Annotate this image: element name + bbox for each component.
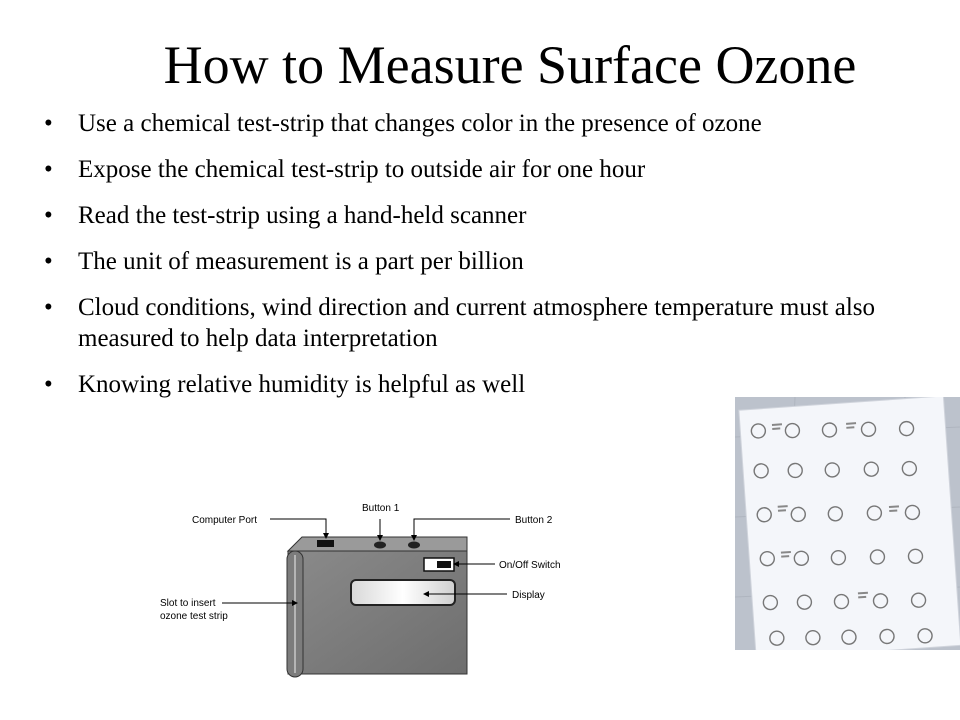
label-display: Display (512, 590, 545, 601)
label-slot-line-2: ozone test strip (160, 611, 228, 622)
slide-title: How to Measure Surface Ozone (163, 35, 857, 95)
label-button-1: Button 1 (362, 503, 400, 514)
bullet-list (44, 108, 884, 415)
bullet-text: Knowing relative humidity is helpful as well (78, 371, 526, 398)
bullet-dot: • (44, 202, 53, 229)
bullet-text: Use a chemical test-strip that changes color in the presence of ozone (78, 110, 762, 137)
bullet-item (44, 200, 884, 231)
bullet-dot: • (44, 110, 53, 137)
button-1 (374, 542, 386, 549)
bullet-dot: • (44, 156, 53, 183)
bullet-text: Read the test-strip using a hand-held scanner (78, 202, 527, 229)
test-strip-card-photo (735, 397, 960, 650)
computer-port (317, 540, 334, 547)
bullet-text: The unit of measurement is a part per billion (78, 248, 524, 275)
label-on-off-switch: On/Off Switch (499, 560, 561, 571)
test-strip-card (739, 397, 960, 650)
ozone-scanner-diagram (150, 495, 580, 690)
bullet-item (44, 154, 884, 185)
bullet-item (44, 108, 884, 139)
bullet-dot: • (44, 371, 53, 398)
bullet-dot: • (44, 294, 53, 321)
bullet-item (44, 246, 884, 277)
button-2 (408, 542, 420, 549)
bullet-text: Cloud conditions, wind direction and current atmosphere temperature must also measured to help data interpretation (78, 294, 876, 352)
scanner-device (287, 537, 467, 677)
label-slot-line-1: Slot to insert (160, 598, 216, 609)
bullet-item (44, 292, 884, 354)
bullet-text: Expose the chemical test-strip to outside air for one hour (78, 156, 646, 183)
label-computer-port: Computer Port (192, 515, 258, 526)
bullet-dot: • (44, 248, 53, 275)
label-button-2: Button 2 (515, 515, 553, 526)
scanner-display (351, 580, 455, 605)
bullet-item (44, 369, 884, 400)
